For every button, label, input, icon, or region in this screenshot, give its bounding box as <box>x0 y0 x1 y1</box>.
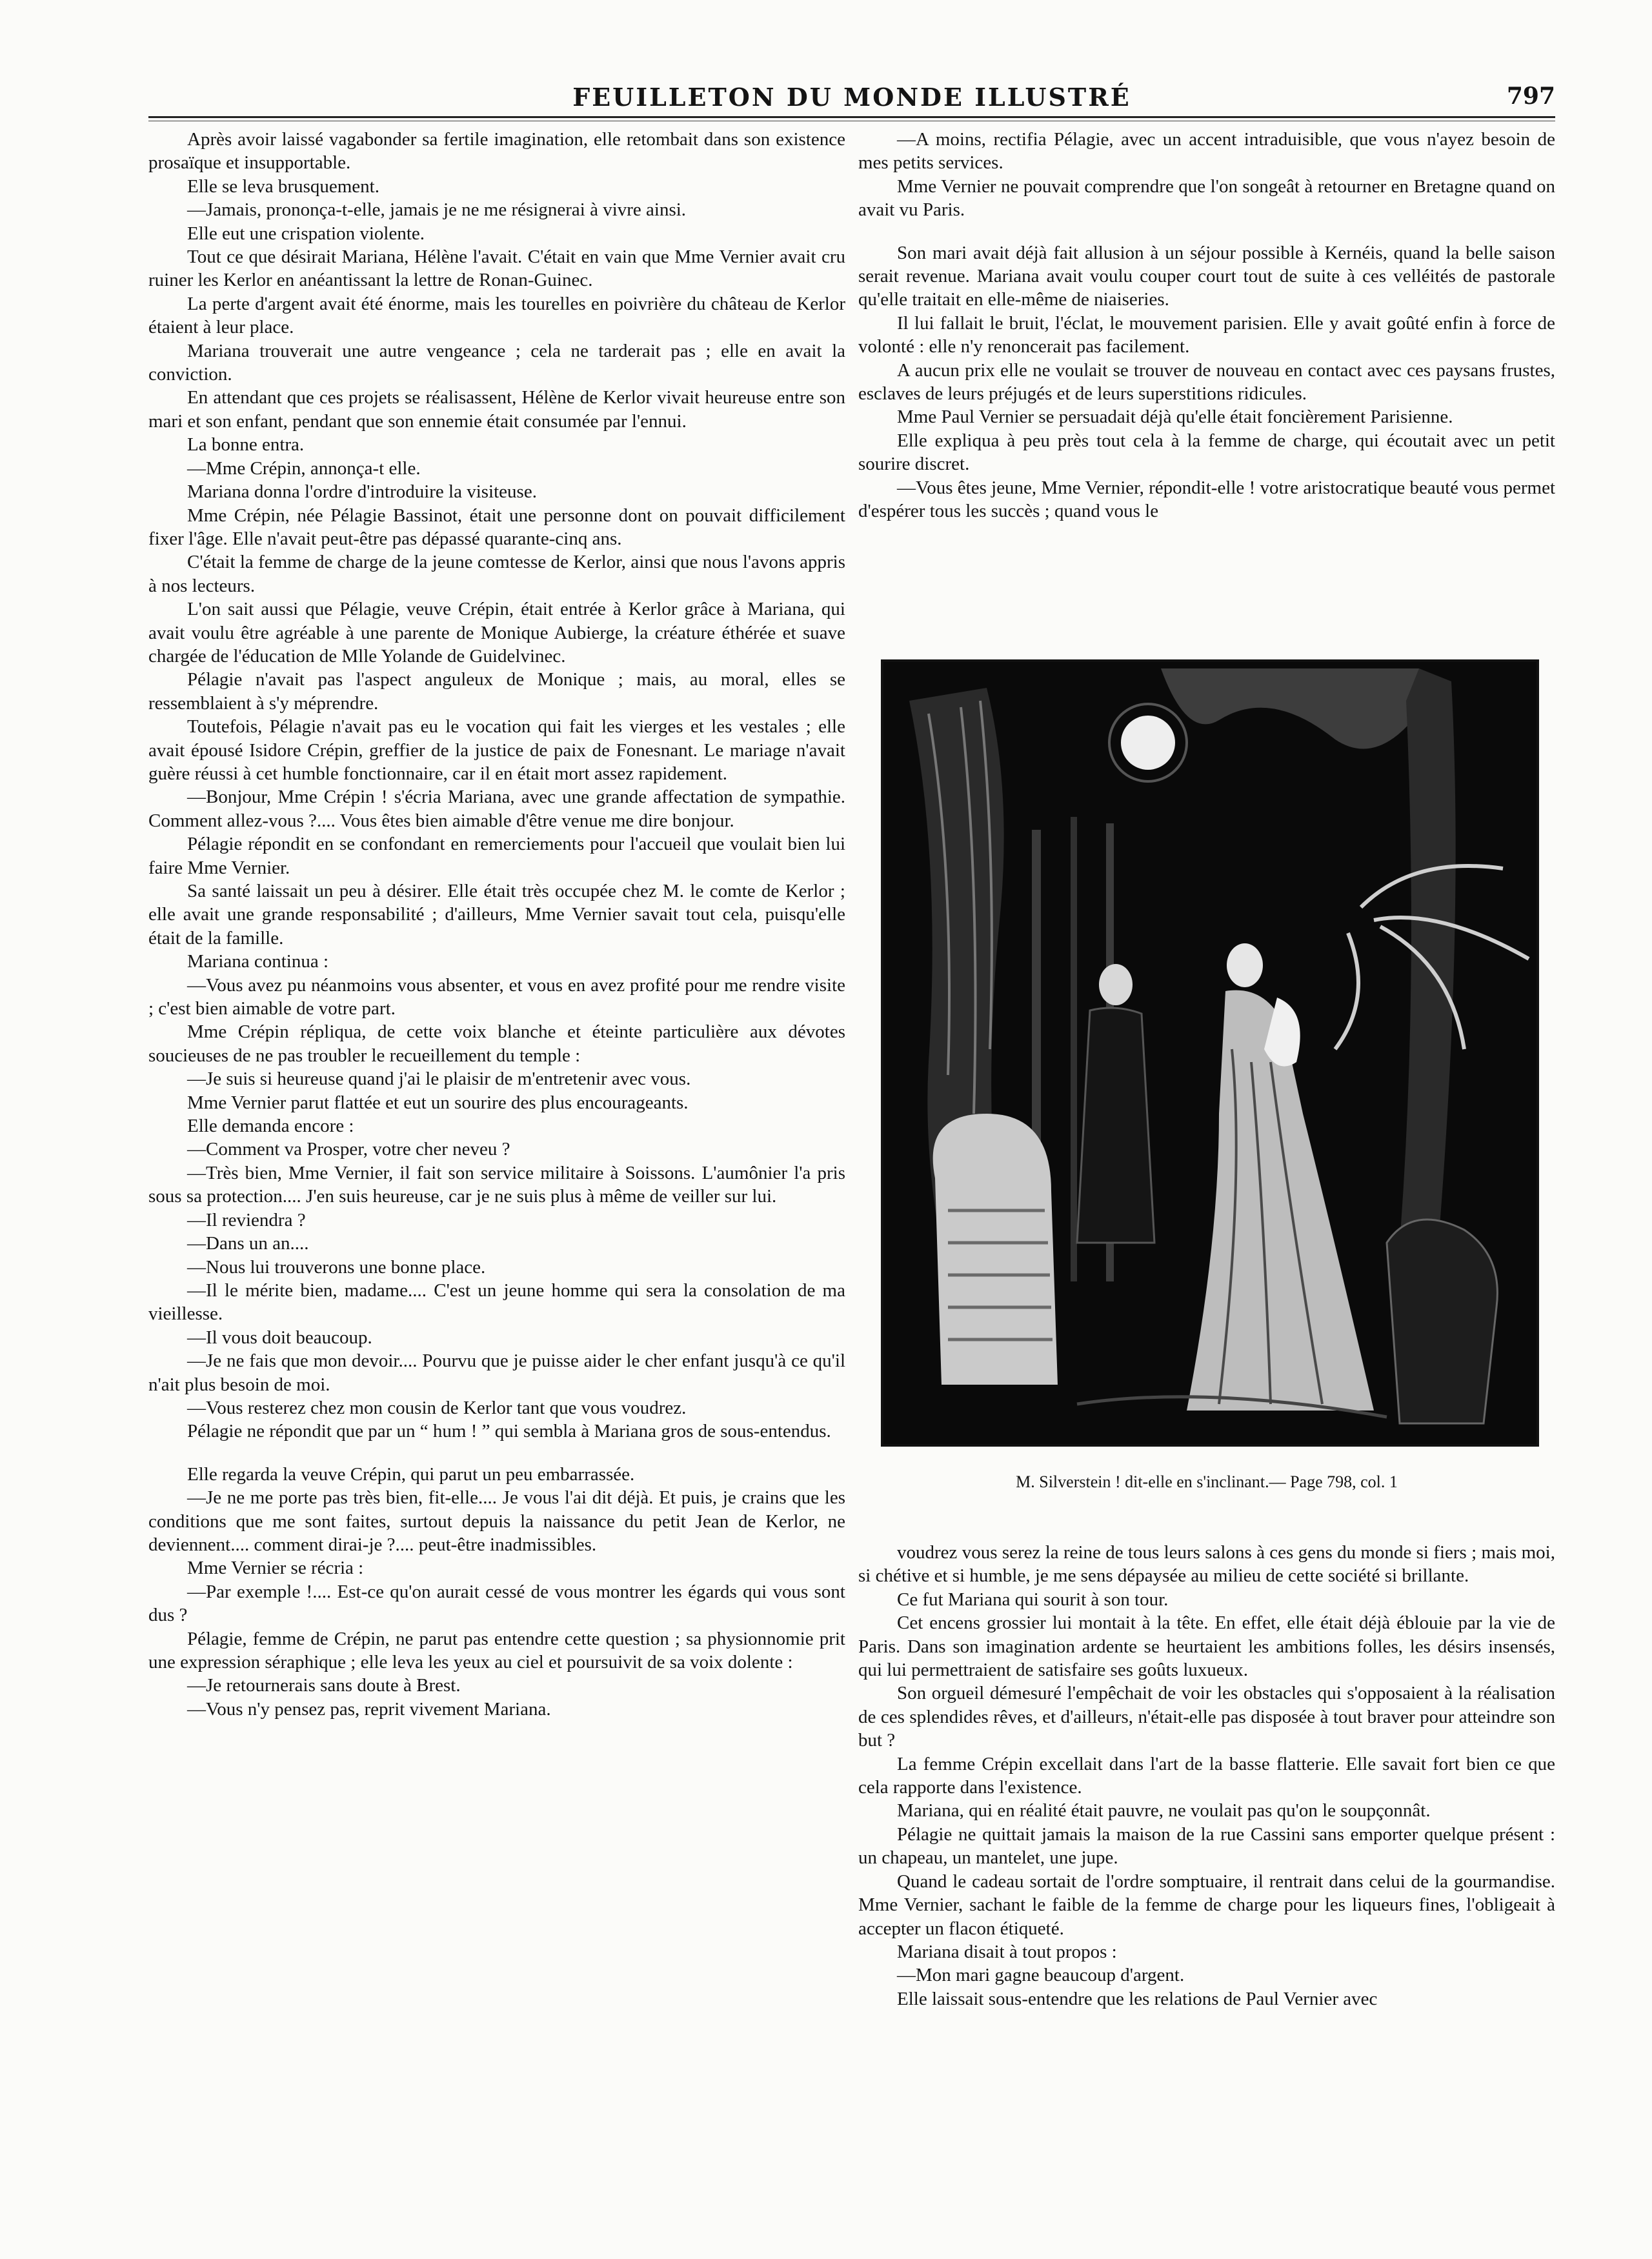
paragraph: L'on sait aussi que Pélagie, veuve Crépin, était entrée à Kerlor grâce à Mariana, qui avait voulu être agréable à une parente de Monique Aubierge, la créature éthérée et suave chargée de l'éducation de Mlle Yolande de Guidelvinec. <box>148 599 845 667</box>
paragraph: Pélagie ne quittait jamais la maison de la rue Cassini sans emporter quelque présent : un chapeau, un mantelet, une jupe. <box>858 1823 1555 1869</box>
paragraph: Elle laissait sous-entendre que les relations de Paul Vernier avec <box>897 1988 1378 2009</box>
engraving-artwork <box>883 662 1536 1444</box>
paragraph: En attendant que ces projets se réalisassent, Hélène de Kerlor vivait heureuse entre son mari et son enfant, pendant que son ennemie était consumée par l'ennui. <box>148 387 845 432</box>
paragraph: Son orgueil démesuré l'empêchait de voir les obstacles qui s'opposaient à la réalisation de ces splendides rêves, et d'ailleurs, n'était-elle pas disposée à tout braver pour atteindre son but ? <box>858 1683 1555 1751</box>
paragraph: Mme Crépin répliqua, de cette voix blanche et éteinte particulière aux dévotes soucieuses de ne pas troubler le recueillement du temple : <box>148 1021 845 1066</box>
paragraph: —Dans un an.... <box>187 1233 309 1254</box>
paragraph: Il lui fallait le bruit, l'éclat, le mouvement parisien. Elle y avait goûté enfin à force de volonté : elle n'y renoncerait pas facilement. <box>858 312 1555 357</box>
paragraph: Son mari avait déjà fait allusion à un séjour possible à Kernéis, quand la belle saison serait revenue. Mariana avait voulu couper court tout de suite à ces velléités de pastorale qu'elle traitait en elle-même de niaiseries. <box>858 242 1555 310</box>
engraving-illustration <box>881 659 1539 1447</box>
paragraph: —Vous avez pu néanmoins vous absenter, et vous en avez profité pour me rendre visite ; c'est bien aimable de votre part. <box>148 974 845 1019</box>
paragraph: Pélagie n'avait pas l'aspect anguleux de Monique ; mais, au moral, elles se ressemblaient à s'y méprendre. <box>148 669 845 714</box>
paragraph: Mme Vernier parut flattée et eut un sourire des plus encourageants. <box>187 1092 689 1113</box>
paragraph: —Je ne me porte pas très bien, fit-elle.... Je vous l'ai dit déjà. Et puis, je crains que les conditions que me sont faites, surtout depuis la naissance du petit Jean de Kerlor, ne deviennent.... comment dirai-je ?.... peut-être inadmissibles. <box>148 1487 845 1555</box>
paragraph: —Par exemple !.... Est-ce qu'on aurait cessé de vous montrer les égards qui vous sont dus ? <box>148 1581 845 1626</box>
paragraph: —A moins, rectifia Pélagie, avec un accent intraduisible, que vous n'ayez besoin de mes petits services. <box>858 129 1555 174</box>
paragraph: —Jamais, prononça-t-elle, jamais je ne me résignerai à vivre ainsi. <box>187 199 687 221</box>
illustration-caption: M. Silverstein ! dit-elle en s'inclinant.— Page 798, col. 1 <box>1016 1472 1398 1491</box>
right-column-bottom <box>858 1541 1555 2011</box>
paragraph: Tout ce que désirait Mariana, Hélène l'avait. C'était en vain que Mme Vernier avait cru ruiner les Kerlor en anéantissant la lettre de Ronan-Guinec. <box>148 246 845 291</box>
paragraph: —Bonjour, Mme Crépin ! s'écria Mariana, avec une grande affectation de sympathie. Comment allez-vous ?.... Vous êtes bien aimable d'être venue me dire bonjour. <box>148 787 845 831</box>
paragraph: Pélagie ne répondit que par un “ hum ! ” qui sembla à Mariana gros de sous-entendus. <box>187 1421 831 1442</box>
paragraph: Mme Crépin, née Pélagie Bassinot, était une personne dont on pouvait difficilement fixer l'âge. Elle n'avait peut-être pas dépassé quarante-cinq ans. <box>148 505 845 549</box>
paragraph: La perte d'argent avait été énorme, mais les tourelles en poivrière du château de Kerlor étaient à leur place. <box>148 293 845 338</box>
paragraph: —Vous n'y pensez pas, reprit vivement Mariana. <box>187 1698 551 1720</box>
paragraph: Mariana continua : <box>187 951 329 972</box>
paragraph: Elle eut une crispation violente. <box>187 223 425 244</box>
paragraph: —Je ne fais que mon devoir.... Pourvu que je puisse aider le cher enfant jusqu'à ce qu'il n'ait plus besoin de moi. <box>148 1350 845 1395</box>
paragraph: C'était la femme de charge de la jeune comtesse de Kerlor, ainsi que nous l'avons appris à nos lecteurs. <box>148 552 845 596</box>
paragraph: Elle se leva brusquement. <box>187 176 379 197</box>
paragraph: La femme Crépin excellait dans l'art de la basse flatterie. Elle savait fort bien ce que cela rapporte dans l'existence. <box>858 1753 1555 1798</box>
left-column <box>148 128 845 1721</box>
paragraph: Elle expliqua à peu près tout cela à la femme de charge, qui écoutait avec un petit sourire discret. <box>858 430 1555 475</box>
right-column-top <box>858 128 1555 523</box>
paragraph: —Il reviendra ? <box>187 1209 306 1230</box>
paragraph: —Vous êtes jeune, Mme Vernier, répondit-elle ! votre aristocratique beauté vous permet d'espérer tous les succès ; quand vous le <box>858 477 1555 522</box>
paragraph: —Mon mari gagne beaucoup d'argent. <box>897 1965 1185 1986</box>
page-number: 797 <box>1506 83 1555 110</box>
paragraph: Après avoir laissé vagabonder sa fertile imagination, elle retombait dans son existence prosaïque et insupportable. <box>148 129 845 174</box>
paragraph: Quand le cadeau sortait de l'ordre somptuaire, il rentrait dans celui de la gourmandise. Mme Vernier, sachant le faible de la femme de charge pour les liqueurs fines, l'obligeait à accepter un flacon étiqueté. <box>858 1871 1555 1939</box>
paragraph: Mme Vernier se récria : <box>187 1558 364 1579</box>
paragraph: A aucun prix elle ne voulait se trouver de nouveau en contact avec ces paysans frustes, esclaves de leurs préjugés et de leurs superstitions ridicules. <box>858 359 1555 405</box>
paragraph: voudrez vous serez la reine de tous leurs salons à ces gens du monde si fiers ; mais moi, si chétive et si humble, je me sens dépaysée au milieu de cette société si brillante. <box>858 1542 1555 1587</box>
paragraph: —Il le mérite bien, madame.... C'est un jeune homme qui sera la consolation de ma vieillesse. <box>148 1280 845 1325</box>
page-header <box>148 83 1555 115</box>
paragraph: —Je retournerais sans doute à Brest. <box>187 1675 461 1696</box>
paragraph: Mme Paul Vernier se persuadait déjà qu'elle était foncièrement Parisienne. <box>897 407 1453 428</box>
paragraph: Mariana disait à tout propos : <box>897 1941 1117 1962</box>
paragraph: Elle demanda encore : <box>187 1116 354 1137</box>
paragraph: Elle regarda la veuve Crépin, qui parut un peu embarrassée. <box>187 1463 635 1485</box>
paragraph: Sa santé laissait un peu à désirer. Elle était très occupée chez M. le comte de Kerlor ; elle avait une grande responsabilité ; d'ailleurs, Mme Vernier savait tout cela, puisqu'elle était de la famille. <box>148 881 845 949</box>
paragraph: —Vous resterez chez mon cousin de Kerlor tant que vous voudrez. <box>187 1397 687 1418</box>
paragraph: Mariana, qui en réalité était pauvre, ne voulait pas qu'on le soupçonnât. <box>897 1800 1431 1822</box>
paragraph: Pélagie, femme de Crépin, ne parut pas entendre cette question ; sa physionnomie prit une expression séraphique ; elle leva les yeux au ciel et poursuivit de sa voix dolente : <box>148 1628 845 1672</box>
paragraph: Mariana trouverait une autre vengeance ; cela ne tarderait pas ; elle en avait la conviction. <box>148 340 845 385</box>
paragraph: —Il vous doit beaucoup. <box>187 1327 372 1348</box>
running-title: FEUILLETON DU MONDE ILLUSTRÉ <box>572 83 1131 112</box>
paragraph: Toutefois, Pélagie n'avait pas eu le vocation qui fait les vierges et les vestales ; elle avait épousé Isidore Crépin, greffier de la justice de paix de Fonesnant. Le mariage n'avait guère réussi à cet humble fonctionnaire, car il en était mort assez rapidement. <box>148 716 845 784</box>
header-rule-thick <box>148 116 1555 118</box>
paragraph: Ce fut Mariana qui sourit à son tour. <box>897 1589 1169 1610</box>
paragraph: La bonne entra. <box>187 434 305 456</box>
paragraph: —Je suis si heureuse quand j'ai le plaisir de m'entretenir avec vous. <box>187 1069 691 1090</box>
paragraph: Cet encens grossier lui montait à la tête. En effet, elle était déjà éblouie par la vie de Paris. Dans son imagination ardente se heurtaient les ambitions folles, les désirs insensés, qui lui permettraient de satisfaire ses goûts luxueux. <box>858 1612 1555 1681</box>
paragraph: Mariana donna l'ordre d'introduire la visiteuse. <box>187 481 537 503</box>
paragraph: —Mme Crépin, annonça-t elle. <box>187 457 421 479</box>
paragraph: —Comment va Prosper, votre cher neveu ? <box>187 1139 510 1160</box>
paragraph: —Nous lui trouverons une bonne place. <box>187 1256 486 1278</box>
paragraph: —Très bien, Mme Vernier, il fait son service militaire à Soissons. L'aumônier l'a pris sous sa protection.... J'en suis heureuse, car je ne suis plus à même de veiller sur lui. <box>148 1162 845 1207</box>
paragraph: Mme Vernier ne pouvait comprendre que l'on songeât à retourner en Bretagne quand on avait vu Paris. <box>858 176 1555 221</box>
paragraph: Pélagie répondit en se confondant en remerciements pour l'accueil que voulait bien lui faire Mme Vernier. <box>148 834 845 878</box>
